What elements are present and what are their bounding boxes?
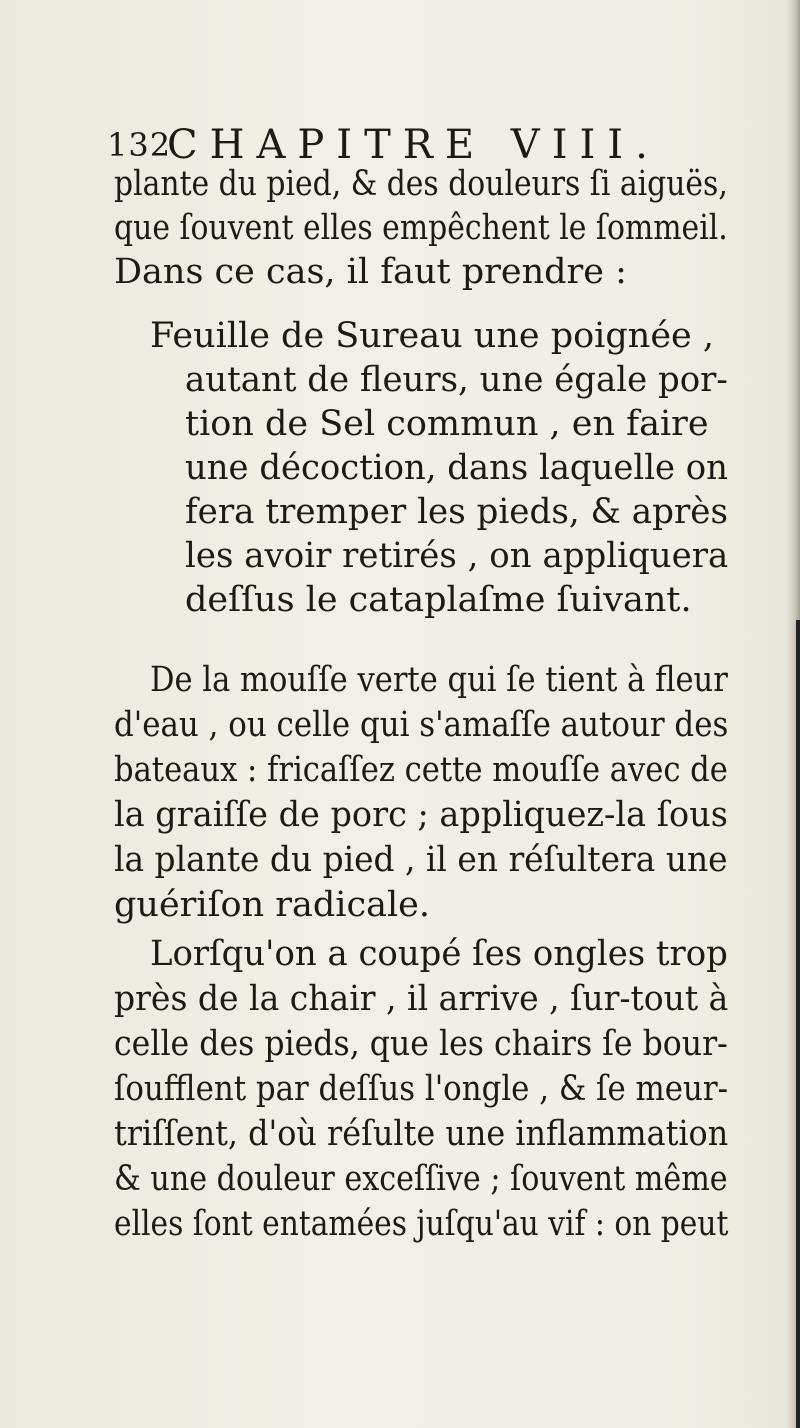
text-line: d'eau , ou celle qui s'amaſſe autour des bbox=[114, 705, 729, 745]
text-line: une décoction, dans laquelle on bbox=[185, 448, 728, 488]
text-line: près de la chair , il arrive , ſur-tout à bbox=[114, 979, 729, 1019]
text-line: celle des pieds, que les chairs ſe bour- bbox=[114, 1024, 728, 1064]
text-line: les avoir retirés , on appliquera bbox=[185, 536, 729, 576]
running-head: CHAPITRE VIII. bbox=[167, 122, 660, 168]
text-line: que ſouvent elles empêchent le ſommeil. bbox=[114, 208, 728, 248]
text-line: la graiſſe de porc ; appliquez-la ſous bbox=[114, 795, 728, 835]
text-line: & une douleur exceſſive ; ſouvent même bbox=[114, 1159, 728, 1199]
page-number: 132 bbox=[107, 126, 172, 164]
text-line: deſſus le cataplaſme ſuivant. bbox=[185, 580, 692, 620]
text-line: bateaux : fricaſſez cette mouſſe avec de bbox=[114, 750, 728, 790]
text-line: elles ſont entamées juſqu'au vif : on peut bbox=[114, 1204, 729, 1244]
text-line: Dans ce cas, il faut prendre : bbox=[114, 252, 627, 292]
text-line: la plante du pied , il en réſultera une bbox=[114, 840, 728, 880]
text-line: plante du pied, & des douleurs ſi aiguës, bbox=[114, 164, 728, 204]
text-line: Feuille de Sureau une poignée , bbox=[150, 316, 714, 356]
text-line: fera tremper les pieds, & après bbox=[185, 492, 728, 532]
text-line: triſſent, d'où réſulte une inflammation bbox=[114, 1114, 729, 1154]
text-line: autant de fleurs, une égale por- bbox=[185, 360, 728, 400]
page-header bbox=[107, 122, 727, 168]
text-line: tion de Sel commun , en faire bbox=[185, 404, 709, 444]
text-line: De la mouſſe verte qui ſe tient à fleur bbox=[150, 660, 728, 700]
page-edge-border bbox=[796, 620, 800, 1428]
text-line: guériſon radicale. bbox=[114, 885, 430, 925]
text-line: ſoufflent par deſſus l'ongle , & ſe meur- bbox=[114, 1069, 729, 1109]
text-line: Lorſqu'on a coupé ſes ongles trop bbox=[150, 934, 728, 974]
